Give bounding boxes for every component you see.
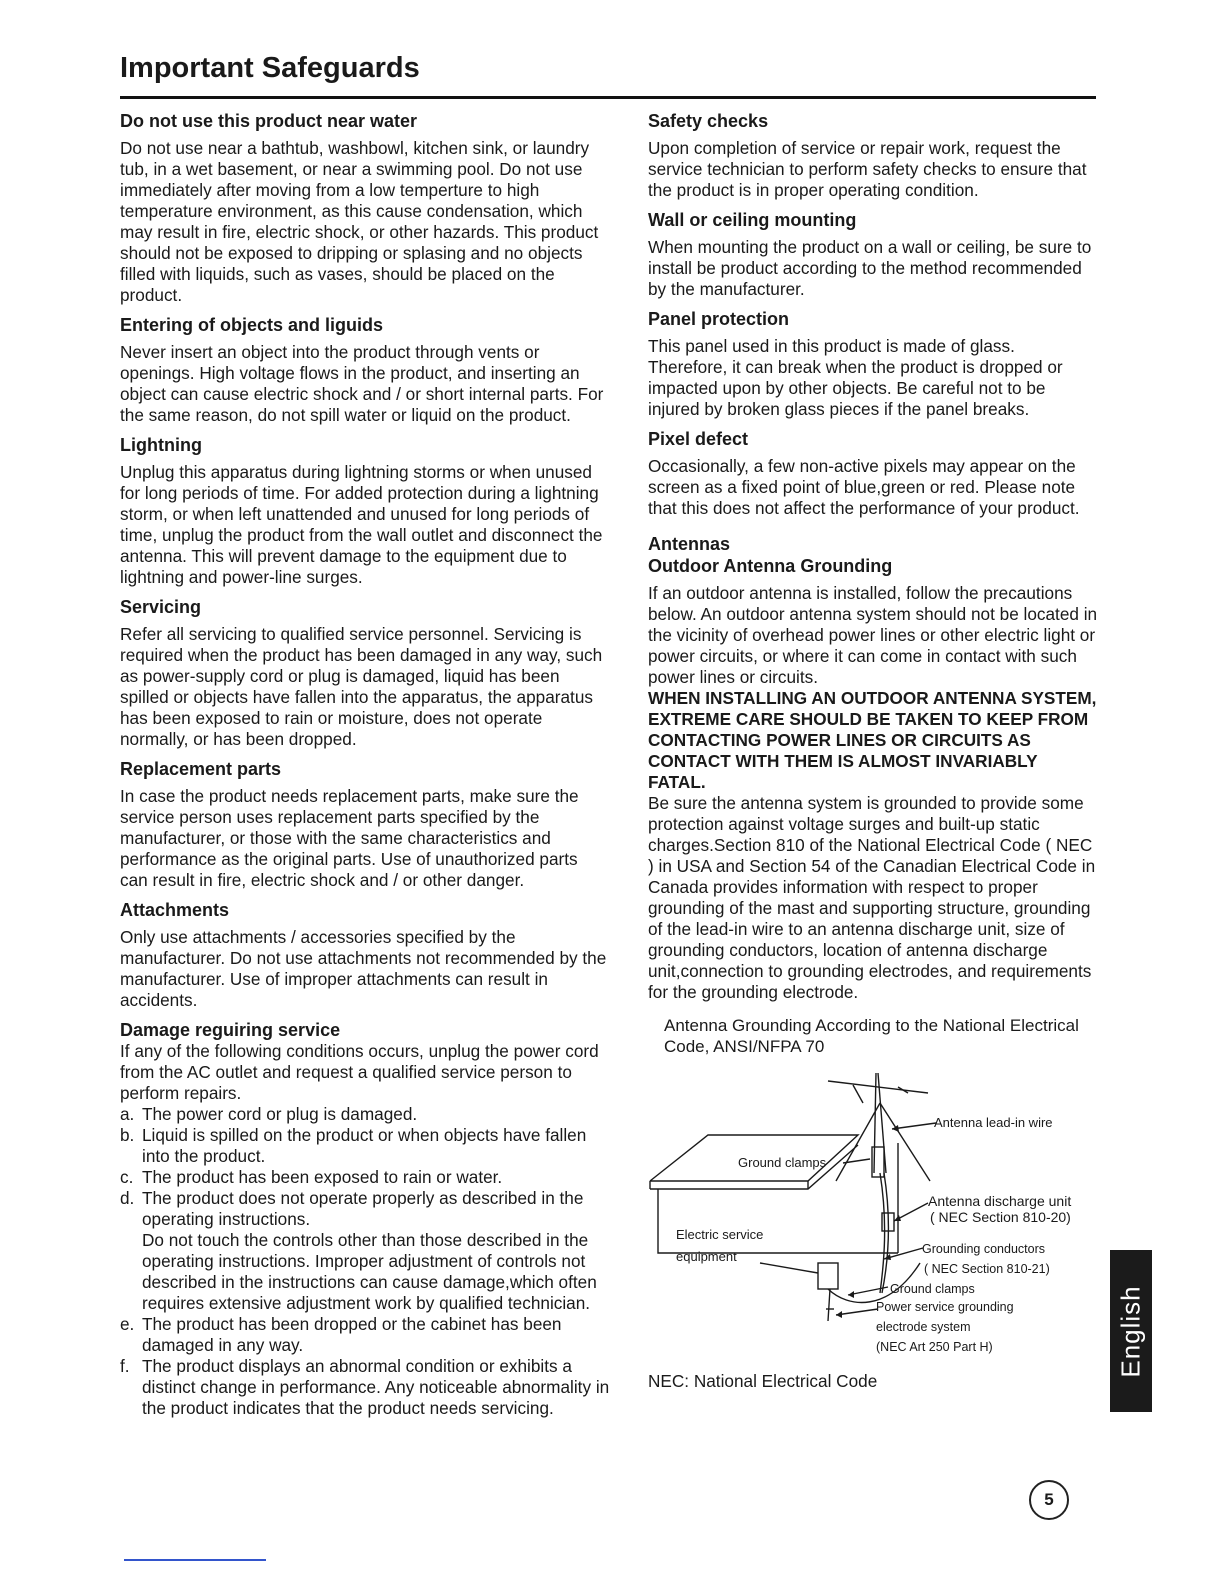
section-damage-service (120, 1019, 610, 1419)
section-body: Occasionally, a few non-active pixels may appear on the screen as a fixed point of blue,green or red. Please note that this does not affect the performance of your product. (648, 456, 1080, 518)
title-rule (120, 96, 1096, 99)
section-panel-protection (648, 308, 1098, 420)
section-heading: Pixel defect (648, 429, 749, 449)
section-antennas (648, 533, 1098, 1003)
list-text: The product has been dropped or the cabinet has been damaged in any way. (142, 1314, 562, 1355)
list-letter: e. (120, 1314, 135, 1334)
section-heading: Servicing (120, 597, 202, 617)
label-discharge-unit: Antenna discharge unit (928, 1193, 1072, 1209)
label-discharge-unit-nec: ( NEC Section 810-20) (930, 1209, 1071, 1225)
label-electric-service-2: equipment (676, 1249, 737, 1264)
section-heading: Wall or ceiling mounting (648, 210, 857, 230)
section-heading: Attachments (120, 900, 230, 920)
antenna-grounding-diagram (648, 1063, 1098, 1363)
section-body: Never insert an object into the product through vents or openings. High voltage flows in the product, and inserting an object can cause electric shock and / or short internal parts. For the same reason, do not spill water or liquid on the product. (120, 342, 604, 425)
section-subheading: Outdoor Antenna Grounding (648, 556, 893, 576)
section-heading: Lightning (120, 435, 202, 455)
label-ground-clamps-bottom: Ground clamps (890, 1282, 975, 1296)
list-letter: d. (120, 1188, 135, 1208)
section-body: Upon completion of service or repair work, request the service technician to perform safety checks to ensure that the product is in proper operating condition. (648, 138, 1087, 200)
list-letter: a. (120, 1104, 135, 1124)
label-electric-service-1: Electric service (676, 1227, 764, 1242)
section-heading: Entering of objects and liguids (120, 315, 384, 335)
section-heading: Damage reguiring service (120, 1020, 341, 1040)
section-heading: Safety checks (648, 111, 769, 131)
nec-note: NEC: National Electrical Code (648, 1371, 878, 1391)
list-extra: Do not touch the controls other than those described in the operating instructions. Improper adjustment of controls not described in the instructions can cause damage,which often requires extensive adjustment work by qualified technician. (142, 1230, 597, 1313)
diagram-caption: Antenna Grounding According to the National Electrical Code, ANSI/NFPA 70 (664, 1016, 1079, 1056)
list-item (120, 1356, 610, 1419)
section-near-water (120, 110, 610, 306)
list-text: The power cord or plug is damaged. (142, 1104, 418, 1124)
list-item (120, 1104, 610, 1125)
list-letter: f. (120, 1356, 130, 1376)
section-lightning (120, 434, 610, 588)
list-text: The product displays an abnormal condition or exhibits a distinct change in performance. Any noticeable abnormality in the product indicates that the product needs servicing. (142, 1356, 610, 1418)
page-number: 5 (1029, 1480, 1069, 1520)
section-heading: Panel protection (648, 309, 790, 329)
section-replacement-parts (120, 758, 610, 891)
section-pixel-defect (648, 428, 1098, 519)
list-text: The product has been exposed to rain or water. (142, 1167, 503, 1187)
section-heading: Antennas (648, 534, 731, 554)
section-attachments (120, 899, 610, 1011)
right-column (648, 110, 1098, 1409)
page-title: Important Safeguards (120, 52, 420, 84)
grounding-text: Be sure the antenna system is grounded to provide some protection against voltage surges and built-up static charges.Section 810 of the National Electrical Code ( NEC ) in USA and Section 54 of the Canadian Electrical Code in Canada provides information with respect to proper grounding of the mast and supporting structure, grounding of the lead-in wire to an antenna discharge unit, size of grounding conductors, location of antenna discharge unit,connection to grounding electrodes, and requirements for the grounding electrode. (648, 793, 1096, 1002)
label-power-service-2: electrode system (876, 1320, 971, 1334)
list-item (120, 1314, 610, 1356)
section-heading: Replacement parts (120, 759, 282, 779)
list-item (120, 1167, 610, 1188)
label-grounding-conductors: Grounding conductors (922, 1242, 1045, 1256)
section-safety-checks (648, 110, 1098, 201)
footer-rule (124, 1559, 266, 1561)
label-power-service-1: Power service grounding (876, 1300, 1014, 1314)
label-ground-clamps-top: Ground clamps (738, 1155, 827, 1170)
section-body: When mounting the product on a wall or ceiling, be sure to install be product according to the method recommended by the manufacturer. (648, 237, 1092, 299)
list-text: Liquid is spilled on the product or when objects have fallen into the product. (142, 1125, 587, 1166)
language-tab (1110, 1250, 1152, 1412)
section-body: Do not use near a bathtub, washbowl, kitchen sink, or laundry tub, in a wet basement, or near a swimming pool. Do not use immediately after moving from a low temperture to high temperature environment, as this cause condensation, which may result in fire, electric shock, or other hazards. This product should not be exposed to dripping or splasing and no objects filled with liquids, such as vases, should be placed on the product. (120, 138, 599, 305)
section-body: Only use attachments / accessories specified by the manufacturer. Do not use attachments not recommended by the manufacturer. Use of improper attachments can result in accidents. (120, 927, 607, 1010)
section-body: If an outdoor antenna is installed, follow the precautions below. An outdoor antenna system should not be located in the vicinity of overhead power lines or other electric light or power circuits, or where it can come in contact with such power lines or circuits. (648, 583, 1098, 687)
section-body: Unplug this apparatus during lightning storms or when unused for long periods of time. For added protection during a lightning storm, or when left unattended and unused for long periods of time, unplug the product from the wall outlet and disconnect the antenna. This will prevent damage to the equipment due to lightning and power-line surges. (120, 462, 603, 587)
warning-text: WHEN INSTALLING AN OUTDOOR ANTENNA SYSTEM, EXTREME CARE SHOULD BE TAKEN TO KEEP FROM CONTACTING POWER LINES OR CIRCUITS AS CONTACT WITH THEM IS ALMOST INVARIABLY FATAL. (648, 688, 1097, 792)
list-letter: c. (120, 1167, 134, 1187)
section-heading: Do not use this product near water (120, 111, 418, 131)
section-body: Refer all servicing to qualified service personnel. Servicing is required when the product has been damaged in any way, such as power-supply cord or plug is damaged, liquid has been spilled or objects have fallen into the apparatus, the apparatus has been exposed to rain or moisture, does not operate normally, or has been dropped. (120, 624, 603, 749)
language-tab-label: English (1115, 1284, 1146, 1378)
list-text: The product does not operate properly as described in the operating instructions. (142, 1188, 584, 1229)
list-item (120, 1188, 610, 1314)
conditions-list (120, 1104, 610, 1419)
section-body: If any of the following conditions occurs, unplug the power cord from the AC outlet and request a qualified service person to perform repairs. (120, 1041, 599, 1103)
section-objects-liquids (120, 314, 610, 426)
label-power-service-nec: (NEC Art 250 Part H) (876, 1340, 993, 1354)
label-grounding-conductors-nec: ( NEC Section 810-21) (924, 1262, 1050, 1276)
section-wall-mounting (648, 209, 1098, 300)
section-body: In case the product needs replacement parts, make sure the service person uses replacement parts specified by the manufacturer, or those with the same characteristics and performance as the original parts. Use of unauthorized parts can result in fire, electric shock and / or other danger. (120, 786, 579, 890)
list-letter: b. (120, 1125, 135, 1145)
list-item (120, 1125, 610, 1167)
left-column (120, 110, 610, 1427)
section-servicing (120, 596, 610, 750)
label-antenna-lead-in: Antenna lead-in wire (934, 1115, 1053, 1130)
section-body: This panel used in this product is made of glass. Therefore, it can break when the product is dropped or impacted upon by other objects. Be careful not to be injured by broken glass pieces if the panel breaks. (648, 336, 1063, 419)
